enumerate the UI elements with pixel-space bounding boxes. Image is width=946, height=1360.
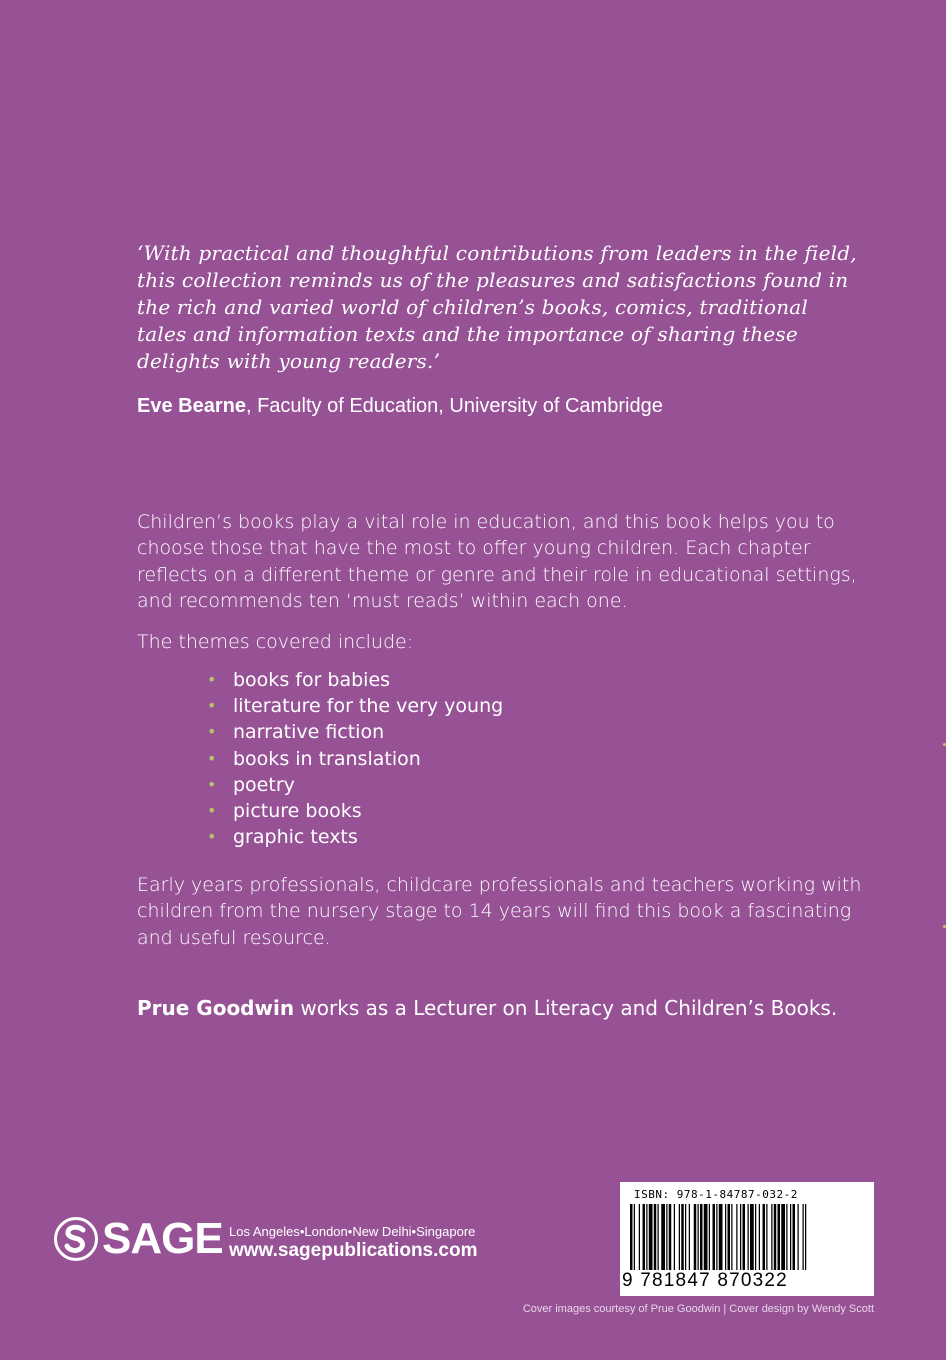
barcode-bar bbox=[689, 1204, 690, 1270]
barcode-bar bbox=[750, 1204, 754, 1270]
barcode-bar bbox=[798, 1204, 799, 1270]
bullet-icon: • bbox=[207, 722, 217, 742]
barcode-bar bbox=[639, 1204, 640, 1270]
barcode-bar bbox=[661, 1204, 665, 1270]
barcode-bar bbox=[679, 1204, 680, 1270]
publisher-url: www.sagepublications.com bbox=[229, 1240, 478, 1261]
barcode-bar bbox=[634, 1204, 635, 1270]
barcode-bar bbox=[766, 1204, 767, 1270]
barcode-bar bbox=[793, 1204, 796, 1270]
author-bio-text: works as a Lecturer on Literacy and Children’s Books. bbox=[294, 996, 838, 1020]
cover-credits: Cover images courtesy of Prue Goodwin | Cover design by Wendy Scott bbox=[522, 1303, 874, 1315]
barcode-bar bbox=[643, 1204, 646, 1270]
barcode-bar bbox=[716, 1204, 717, 1270]
barcode-bar bbox=[698, 1204, 699, 1270]
barcode-bar bbox=[759, 1204, 760, 1270]
themes-list bbox=[207, 667, 503, 850]
publisher-info bbox=[229, 1224, 477, 1262]
bullet-icon: • bbox=[207, 827, 217, 847]
theme-item: • books for babies bbox=[207, 667, 503, 693]
barcode-bar bbox=[700, 1204, 703, 1270]
author-bio bbox=[137, 994, 897, 1022]
author-name: Prue Goodwin bbox=[137, 996, 295, 1020]
sage-logo-icon bbox=[54, 1217, 98, 1261]
barcode-bar bbox=[771, 1204, 772, 1270]
isbn-barcode bbox=[620, 1182, 874, 1296]
barcode-bar bbox=[725, 1204, 726, 1270]
publisher-cities: Los Angeles•London•New Delhi•Singapore bbox=[229, 1224, 476, 1239]
barcode-bar bbox=[674, 1204, 675, 1270]
barcode-bar bbox=[805, 1204, 806, 1270]
sage-logo-wordmark: SAGE bbox=[102, 1214, 223, 1263]
barcode-bar bbox=[774, 1204, 777, 1270]
barcode-bar bbox=[803, 1204, 804, 1270]
barcode-bar bbox=[743, 1204, 746, 1270]
isbn-label: ISBN: 978-1-84787-032-2 bbox=[634, 1188, 798, 1201]
sage-s-icon bbox=[63, 1224, 89, 1254]
theme-item: • poetry bbox=[207, 772, 503, 798]
audience-paragraph: Early years professionals, childcare professionals and teachers working with children from the nursery stage to 14 years will find this book a fascinating and useful resource. bbox=[137, 874, 862, 949]
barcode-bar bbox=[740, 1204, 741, 1270]
barcode-bar bbox=[713, 1204, 716, 1270]
bullet-icon: • bbox=[207, 748, 217, 768]
barcode-bar bbox=[681, 1204, 684, 1270]
bullet-icon: • bbox=[207, 801, 217, 821]
barcode-bar bbox=[778, 1204, 781, 1270]
barcode-bar bbox=[728, 1204, 731, 1270]
barcode-bar bbox=[669, 1204, 672, 1270]
barcode-bar bbox=[731, 1204, 732, 1270]
barcode-bar bbox=[748, 1204, 749, 1270]
barcode-bar bbox=[736, 1204, 737, 1270]
barcode-bar bbox=[685, 1204, 686, 1270]
barcode-bar bbox=[781, 1204, 785, 1270]
endorser-name: Eve Bearne bbox=[137, 395, 246, 417]
barcode-bar bbox=[666, 1204, 667, 1270]
barcode-bar bbox=[763, 1204, 766, 1270]
theme-item: • literature for the very young bbox=[207, 693, 503, 719]
endorsement-quote: ‘With practical and thoughtful contributions from leaders in the field, this collection reminds us of the pleasures and satisfactions found in the rich and varied world of children’s books, comics, traditional tales and information texts and the importance of sharing these delights with young readers.’ bbox=[137, 241, 857, 373]
barcode-bar bbox=[719, 1204, 723, 1270]
theme-item: • books in translation bbox=[207, 746, 503, 772]
barcode-bars bbox=[630, 1204, 856, 1272]
barcode-bar bbox=[646, 1204, 647, 1270]
barcode-bar bbox=[704, 1204, 708, 1270]
barcode-bar bbox=[694, 1204, 697, 1270]
bullet-icon: • bbox=[207, 774, 217, 794]
sage-logo bbox=[54, 1215, 223, 1263]
endorsement-attribution bbox=[137, 392, 897, 420]
theme-item: • narrative fiction bbox=[207, 719, 503, 745]
barcode-bar bbox=[709, 1204, 710, 1270]
barcode-bar bbox=[654, 1204, 657, 1270]
theme-item: • picture books bbox=[207, 798, 503, 824]
barcode-bar bbox=[786, 1204, 787, 1270]
barcode-bar bbox=[755, 1204, 756, 1270]
barcode-bar bbox=[649, 1204, 653, 1270]
bullet-icon: • bbox=[207, 670, 217, 689]
themes-intro: The themes covered include: bbox=[137, 631, 414, 653]
barcode-digits: 9 781847 870322 bbox=[622, 1270, 788, 1291]
barcode-bar bbox=[658, 1204, 659, 1270]
description-paragraph: Children’s books play a vital role in education, and this book helps you to choose those that have the most to offer young children. Each chapter reflects on a different theme or genre and their role in educational settings, and recommends ten ‘must reads’ within each one. bbox=[137, 511, 857, 613]
barcode-bar bbox=[630, 1204, 633, 1270]
barcode-bar bbox=[790, 1204, 791, 1270]
endorser-affiliation: , Faculty of Education, University of Cambridge bbox=[245, 395, 663, 417]
theme-item: • graphic texts bbox=[207, 824, 503, 850]
bullet-icon: • bbox=[207, 696, 217, 716]
